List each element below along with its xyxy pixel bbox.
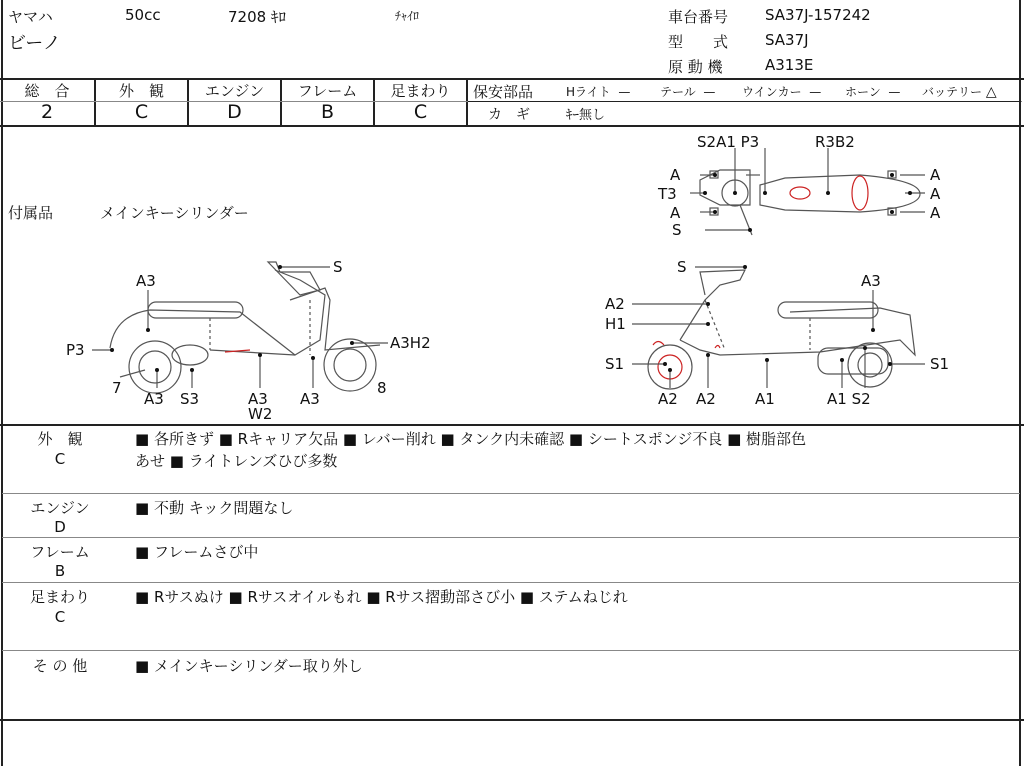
diagram-label: A2 — [696, 390, 716, 408]
remark-text: ■ メインキーシリンダー取り外し — [135, 657, 363, 675]
model-name: ビーノ — [8, 33, 61, 54]
frame-no: SA37J-157242 — [765, 6, 871, 24]
diagram-label: A — [670, 204, 681, 222]
grade-exterior-label: 外 観 — [118, 82, 164, 100]
safety-headlight: Hライト — — [566, 85, 631, 99]
diagram-label: A1 S2 — [827, 390, 871, 408]
divider — [2, 650, 1020, 651]
diagram-label: A3H2 — [390, 334, 431, 352]
divider — [0, 719, 1024, 721]
grade-exterior-value: C — [134, 101, 149, 123]
frame-no-label: 車台番号 — [668, 8, 729, 26]
engine-value: A313E — [765, 56, 814, 74]
safety-horn: ホーン — — [845, 85, 901, 99]
type-label: 型 式 — [668, 33, 729, 51]
grade-suspension-label: 足まわり — [390, 82, 451, 100]
key-label: カ ギ — [488, 107, 530, 123]
diagram-label: A — [930, 185, 941, 203]
grade-engine-label: エンジン — [204, 82, 265, 100]
safety-tail: テール — — [660, 85, 716, 99]
accessories-value: メインキーシリンダー — [100, 204, 249, 222]
grade-frame-label: フレーム — [297, 82, 358, 100]
type-value: SA37J — [765, 31, 809, 49]
diagram-label: S — [677, 258, 687, 276]
diagram-label: A2 — [605, 295, 625, 313]
diagram-label: 8 — [377, 379, 387, 397]
remark-text: ■ フレームさび中 — [135, 543, 259, 561]
divider — [468, 101, 1021, 102]
diagram-label: A3 — [136, 272, 156, 290]
diagram-label: W2 — [248, 405, 273, 423]
diagram-label: S1 — [605, 355, 625, 373]
diagram-label: P3 — [66, 341, 85, 359]
diagram-label: A — [930, 204, 941, 222]
diagram-label: A3 — [144, 390, 164, 408]
scooter-diagram — [0, 126, 1024, 424]
divider — [466, 78, 468, 126]
diagram-label: A2 — [658, 390, 678, 408]
diagram-label: 7 — [112, 379, 122, 397]
remark-title: そ の 他 — [32, 657, 88, 675]
remark-title: エンジン — [30, 499, 90, 517]
remark-grade: C — [54, 450, 66, 468]
diagram-label: A3 — [248, 390, 268, 408]
remark-title: 外 観 — [37, 430, 83, 448]
diagram-label: R3B2 — [815, 133, 855, 151]
remark-text: ■ Rサスぬけ ■ Rサスオイルもれ ■ Rサス摺動部さび小 ■ ステムねじれ — [135, 588, 628, 606]
divider — [0, 424, 1024, 426]
grade-total-value: 2 — [40, 101, 54, 123]
grade-engine-value: D — [227, 101, 242, 123]
remark-title: フレーム — [30, 543, 90, 561]
diagram-label: A — [670, 166, 681, 184]
diagram-label: S3 — [180, 390, 200, 408]
safety-battery: バッテリー △ — [922, 84, 997, 100]
remark-text: ■ 不動 キック問題なし — [135, 499, 294, 517]
key-value: ｷｰ無し — [566, 108, 606, 123]
divider — [2, 582, 1020, 583]
safety-label: 保安部品 — [473, 83, 534, 101]
grade-total-label: 総 合 — [24, 82, 70, 100]
diagram-label: S — [672, 221, 682, 239]
diagram-label: T3 — [658, 185, 677, 203]
maker: ヤマハ — [8, 8, 53, 26]
diagram-label: S — [333, 258, 343, 276]
mileage: 7208 ｷﾛ — [228, 8, 286, 26]
diagram-label: S2A1 P3 — [697, 133, 760, 151]
diagram-label: H1 — [605, 315, 626, 333]
divider — [2, 537, 1020, 538]
remark-title: 足まわり — [29, 588, 90, 606]
diagram-label: A3 — [300, 390, 320, 408]
remark-grade: B — [54, 562, 66, 580]
accessories-label: 付属品 — [8, 204, 54, 222]
grade-suspension-value: C — [413, 101, 428, 123]
diagram-label: A1 — [755, 390, 775, 408]
diagram-label: A — [930, 166, 941, 184]
divider — [2, 493, 1020, 494]
remark-grade: C — [54, 608, 66, 626]
diagram-label: A3 — [861, 272, 881, 290]
remark-text: あせ ■ ライトレンズひび多数 — [135, 452, 338, 470]
remark-grade: D — [54, 518, 66, 536]
scooter-top-view — [700, 170, 920, 235]
remark-text: ■ 各所きず ■ Rキャリア欠品 ■ レバー削れ ■ タンク内未確認 ■ シートスポンジ不良 ■ 樹脂部色 — [135, 430, 807, 448]
grade-frame-value: B — [320, 101, 335, 123]
displacement: 50cc — [125, 6, 161, 24]
engine-label: 原 動 機 — [668, 58, 723, 76]
safety-winker: ウインカー — — [742, 85, 822, 99]
diagram-label: S1 — [930, 355, 950, 373]
mileage-type: ﾁｬｲﾛ — [395, 9, 420, 23]
